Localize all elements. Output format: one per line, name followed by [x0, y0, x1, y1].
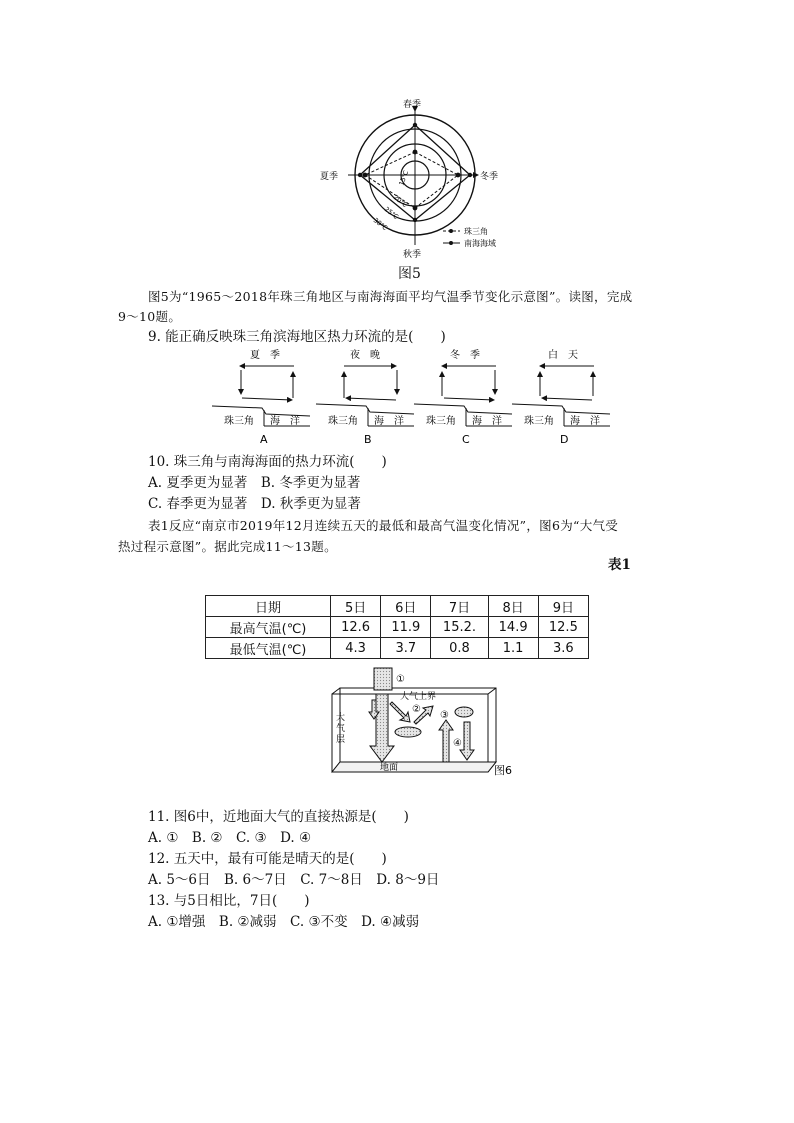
table-header-cell: 5日	[331, 596, 381, 617]
table-header-cell: 7日	[431, 596, 488, 617]
axis-label-winter: 冬季	[480, 172, 499, 182]
option-d-land: 珠三角	[524, 416, 554, 427]
table-header-cell: 9日	[538, 596, 588, 617]
table-row	[206, 617, 589, 638]
table-cell: 15.2.	[431, 617, 488, 638]
legend-sea-marker	[449, 241, 453, 245]
box-edge	[332, 688, 340, 694]
question-11-stem: 11. 图6中，近地面大气的直接热源是( )	[148, 809, 409, 825]
marker-3: ③	[440, 710, 449, 721]
option-a-title: 夏 季	[250, 350, 280, 361]
table-1-caption: 表1	[608, 557, 631, 573]
question-12-stem: 12. 五天中，最有可能是晴天的是( )	[148, 851, 387, 867]
cloud	[455, 707, 473, 717]
table-cell: 3.6	[538, 638, 588, 659]
option-a-sea: 海 洋	[270, 416, 300, 427]
option-d-sea: 海 洋	[570, 416, 600, 427]
counter-radiation-arrow	[460, 722, 474, 760]
marker-1: ①	[396, 674, 405, 685]
atmosphere-label-3: 层	[336, 735, 346, 745]
question-12-options: A. 5～6日 B. 6～7日 C. 7～8日 D. 8～9日	[148, 872, 440, 888]
question-10-options-1: A. 夏季更为显著 B. 冬季更为显著	[148, 475, 361, 491]
ground-radiation-arrow	[439, 720, 453, 762]
figure-6-diagram	[328, 664, 528, 782]
series-prd-point	[413, 206, 418, 211]
option-b-circulation	[316, 348, 414, 446]
table-cell: 0.8	[431, 638, 488, 659]
option-d-letter: D	[560, 433, 569, 446]
intro-paragraph-2-cont: 热过程示意图”。据此完成11～13题。	[118, 539, 337, 554]
ground-label: 地面	[380, 763, 399, 773]
table-cell: 12.6	[331, 617, 381, 638]
atmosphere-top-label: 大气上界	[400, 692, 437, 702]
figure-5-caption: 图5	[398, 266, 421, 282]
table-cell: 12.5	[538, 617, 588, 638]
arrow	[444, 398, 494, 400]
table-header-cell: 8日	[488, 596, 538, 617]
ring-label: 20℃	[391, 193, 409, 210]
question-11-options: A. ① B. ② C. ③ D. ④	[148, 830, 312, 846]
option-c-sea: 海 洋	[472, 416, 502, 427]
option-c-land: 珠三角	[426, 416, 456, 427]
question-9-stem: 9. 能正确反映珠三角滨海地区热力环流的是( )	[148, 329, 446, 345]
marker-2: ②	[412, 704, 421, 715]
arrow	[242, 398, 292, 400]
option-c-title: 冬 季	[450, 350, 480, 361]
option-a-land: 珠三角	[224, 416, 254, 427]
intro-paragraph-2: 表1反应“南京市2019年12月连续五天的最低和最高气温变化情况”，图6为“大气受	[148, 518, 619, 533]
table-cell: 14.9	[488, 617, 538, 638]
arrow	[542, 398, 592, 400]
table-header-cell: 6日	[381, 596, 431, 617]
series-sea-point	[358, 173, 362, 177]
axis-label-autumn: 秋季	[403, 250, 422, 260]
legend-prd-label: 珠三角	[464, 227, 488, 236]
option-d-title: 白 天	[548, 350, 578, 361]
marker-4: ④	[453, 738, 462, 749]
table-cell: 3.7	[381, 638, 431, 659]
series-prd-point	[413, 150, 418, 155]
series-sea-point	[413, 218, 417, 222]
legend-prd-marker	[449, 229, 453, 233]
solar-source	[374, 668, 392, 690]
question-10-stem: 10. 珠三角与南海海面的热力环流( )	[148, 454, 387, 470]
arrow	[346, 398, 396, 400]
option-b-letter: B	[364, 433, 372, 446]
option-b-title: 夜 晚	[350, 350, 380, 361]
axis-label-spring: 春季	[403, 100, 422, 110]
option-b-land: 珠三角	[328, 416, 358, 427]
series-prd	[365, 152, 458, 208]
intro-paragraph-1: 图5为“1965～2018年珠三角地区与南海海面平均气温季节变化示意图”。读图，完成	[148, 289, 633, 304]
table-cell: 11.9	[381, 617, 431, 638]
table-header-row	[206, 596, 589, 617]
question-13-stem: 13. 与5日相比，7日( )	[148, 893, 310, 909]
option-d-ground	[512, 404, 610, 414]
option-c-circulation	[414, 348, 512, 446]
series-sea-point	[468, 173, 472, 177]
table-cell: 最高气温(℃)	[206, 617, 331, 638]
ground-surface	[332, 762, 496, 772]
ring-label: 30℃	[371, 216, 389, 233]
ring-label: 25℃	[382, 205, 400, 222]
option-a-circulation	[212, 348, 310, 446]
axis-label-summer: 夏季	[320, 172, 339, 182]
option-c-ground	[414, 404, 512, 414]
ring-label: 15℃	[397, 169, 411, 187]
table-cell: 最低气温(℃)	[206, 638, 331, 659]
atmosphere-label-1: 大	[336, 713, 346, 723]
table-cell: 1.1	[488, 638, 538, 659]
table-1	[205, 595, 589, 659]
option-a-letter: A	[260, 433, 268, 446]
question-10-options-2: C. 春季更为显著 D. 秋季更为显著	[148, 496, 361, 512]
option-a-ground	[212, 406, 310, 416]
table-row	[206, 638, 589, 659]
series-sea-point	[413, 123, 417, 127]
series-prd-point	[456, 173, 461, 178]
figure-6-caption: 图6	[494, 764, 512, 777]
option-b-ground	[316, 404, 414, 414]
option-c-letter: C	[462, 433, 470, 446]
absorbed-arrow	[390, 702, 410, 722]
cloud	[395, 727, 421, 737]
table-header-cell: 日期	[206, 596, 331, 617]
legend-sea-label: 南海海域	[464, 239, 496, 248]
question-9-options-diagram	[210, 346, 620, 448]
box-edge	[488, 688, 496, 694]
series-prd-point	[363, 173, 368, 178]
table-cell: 4.3	[331, 638, 381, 659]
figure-5-diagram	[300, 95, 530, 265]
question-13-options: A. ①增强 B. ②减弱 C. ③不变 D. ④减弱	[148, 914, 420, 930]
option-b-sea: 海 洋	[374, 416, 404, 427]
option-d-circulation	[512, 348, 610, 446]
intro-paragraph-1-cont: 9～10题。	[118, 309, 182, 324]
atmosphere-label-2: 气	[336, 724, 346, 734]
